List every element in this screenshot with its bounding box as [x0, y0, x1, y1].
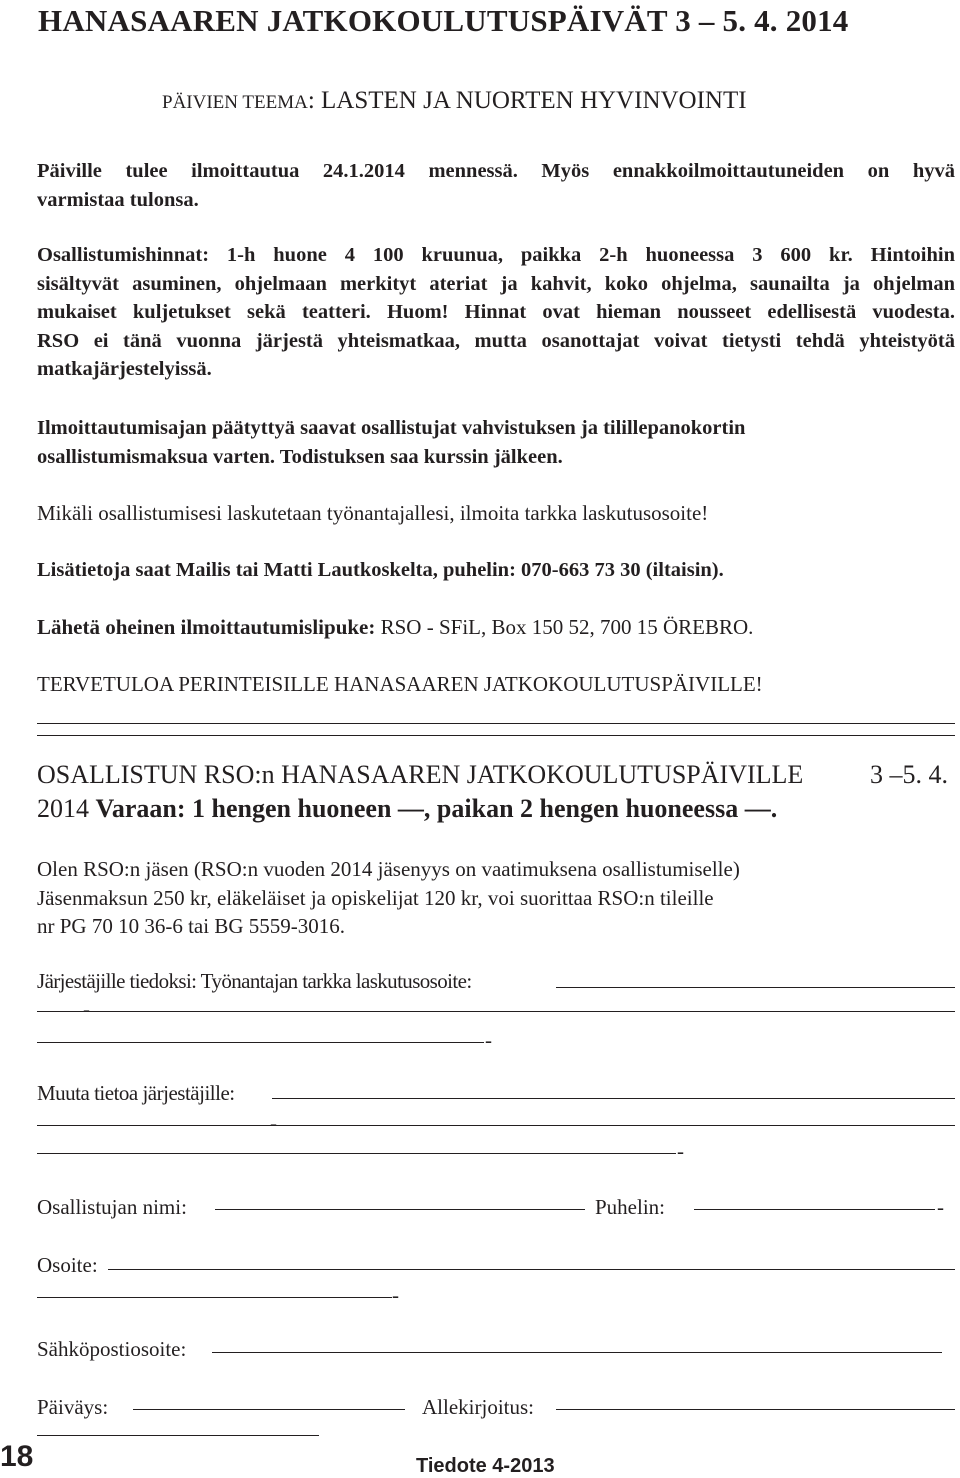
room-choice: Varaan: 1 hengen huoneen —, paikan 2 hengen huoneessa —. [95, 794, 778, 823]
paragraph-line: Osallistumishinnat: 1-h huone 4 100 kruunua, paikka 2-h huoneessa 3 600 kr. Hintoihin [37, 244, 955, 266]
employer-address-field-line3[interactable] [37, 1042, 484, 1043]
date-field[interactable] [133, 1409, 405, 1410]
paragraph-line: nr PG 70 10 36-6 tai BG 5559-3016. [37, 914, 345, 938]
other-info-field[interactable] [272, 1098, 955, 1099]
participant-name-field[interactable] [215, 1209, 585, 1210]
line-dash: - [392, 1283, 399, 1307]
other-info-field-line3[interactable] [37, 1153, 676, 1154]
phone-field[interactable] [694, 1209, 935, 1210]
form-title-line2 [37, 794, 777, 824]
paragraph-line: osallistumismaksua varten. Todistuksen saa kurssin jälkeen. [37, 445, 563, 468]
other-info-field-line2[interactable] [37, 1125, 955, 1126]
employer-address-label: Järjestäjille tiedoksi: Työnantajan tarkka laskutusosoite: [37, 969, 472, 993]
paragraph-line: Ilmoittautumisajan päätyttyä saavat osallistujat vahvistuksen ja tilillepanokortin [37, 417, 746, 439]
paragraph-line: RSO ei tänä vuonna järjestä yhteismatkaa, mutta osanottajat voivat tietysti tehdä yhteistyötä [37, 329, 955, 352]
paragraph-line: varmistaa tulonsa. [37, 188, 199, 211]
paragraph-line: Jäsenmaksun 250 kr, eläkeläiset ja opiskelijat 120 kr, voi suorittaa RSO:n tileille [37, 885, 714, 910]
email-field[interactable] [212, 1352, 942, 1353]
theme-prefix: PÄIVIEN TEEMA [162, 92, 308, 113]
address-field-line2[interactable] [37, 1297, 392, 1298]
signature-label: Allekirjoitus: [422, 1395, 534, 1419]
paragraph-line: mukaiset kuljetukset sekä teatteri. Huom! Hinnat ovat hieman nousseet edellisestä vuodesta. [37, 301, 955, 323]
form-title-dates: 3 –5. 4. [870, 760, 948, 789]
line-dash: - [937, 1195, 944, 1219]
invoice-note: Mikäli osallistumisesi laskutetaan työnantajallesi, ilmoita tarkka laskutusosoite! [37, 501, 709, 525]
theme-text: : LASTEN JA NUORTEN HYVINVOINTI [307, 87, 747, 114]
paragraph-line: Päiville tulee ilmoittautua 24.1.2014 mennessä. Myös ennakkoilmoittautuneiden on hyvä [37, 160, 955, 182]
participant-name-label: Osallistujan nimi: [37, 1195, 187, 1219]
separator-line [37, 735, 955, 736]
registration-deadline-paragraph [37, 157, 955, 214]
confirmation-paragraph [37, 414, 955, 471]
employer-address-field[interactable] [556, 987, 955, 988]
extra-field-line[interactable] [37, 1435, 319, 1436]
theme-line [162, 87, 747, 115]
form-title-text: OSALLISTUN RSO:n HANASAAREN JATKOKOULUTUSPÄIVILLE [37, 760, 804, 789]
signature-field[interactable] [556, 1409, 955, 1410]
employer-address-field-line2[interactable] [37, 1011, 955, 1012]
send-label: Lähetä oheinen ilmoittautumislipuke: [37, 615, 376, 639]
welcome-line: TERVETULOA PERINTEISILLE HANASAAREN JATKOKOULUTUSPÄIVILLE! [37, 672, 763, 696]
page-number: 18 [0, 1440, 34, 1473]
email-label: Sähköpostiosoite: [37, 1337, 187, 1361]
line-dash: - [83, 997, 90, 1021]
send-address-line [37, 613, 955, 642]
send-address: RSO - SFiL, Box 150 52, 700 15 ÖREBRO. [375, 615, 754, 639]
phone-label: Puhelin: [595, 1195, 666, 1219]
page-title: HANASAAREN JATKOKOULUTUSPÄIVÄT 3 – 5. 4. 2014 [38, 3, 849, 38]
membership-paragraph [37, 855, 955, 941]
line-dash: - [270, 1111, 277, 1135]
prices-paragraph [37, 241, 955, 384]
form-title [37, 760, 948, 790]
line-dash: - [677, 1139, 684, 1163]
address-field[interactable] [108, 1269, 955, 1270]
date-label: Päiväys: [37, 1395, 109, 1419]
form-title-year: 2014 [37, 794, 96, 823]
address-label: Osoite: [37, 1253, 98, 1277]
paragraph-line: matkajärjestelyissä. [37, 358, 212, 380]
line-dash: - [485, 1028, 492, 1052]
paragraph-line: sisältyvät asuminen, ohjelmaan merkityt ateriat ja kahvit, koko ohjelma, saunailta ja ohjelman [37, 272, 955, 295]
other-info-label: Muuta tietoa järjestäjille: [37, 1081, 235, 1105]
contact-info: Lisätietoja saat Mailis tai Matti Lautkoskelta, puhelin: 070-663 73 30 (iltaisin). [37, 559, 724, 581]
separator-line [37, 723, 955, 724]
publication-name: Tiedote 4-2013 [416, 1455, 555, 1477]
paragraph-line: Olen RSO:n jäsen (RSO:n vuoden 2014 jäsenyys on vaatimuksena osallistumiselle) [37, 857, 740, 881]
